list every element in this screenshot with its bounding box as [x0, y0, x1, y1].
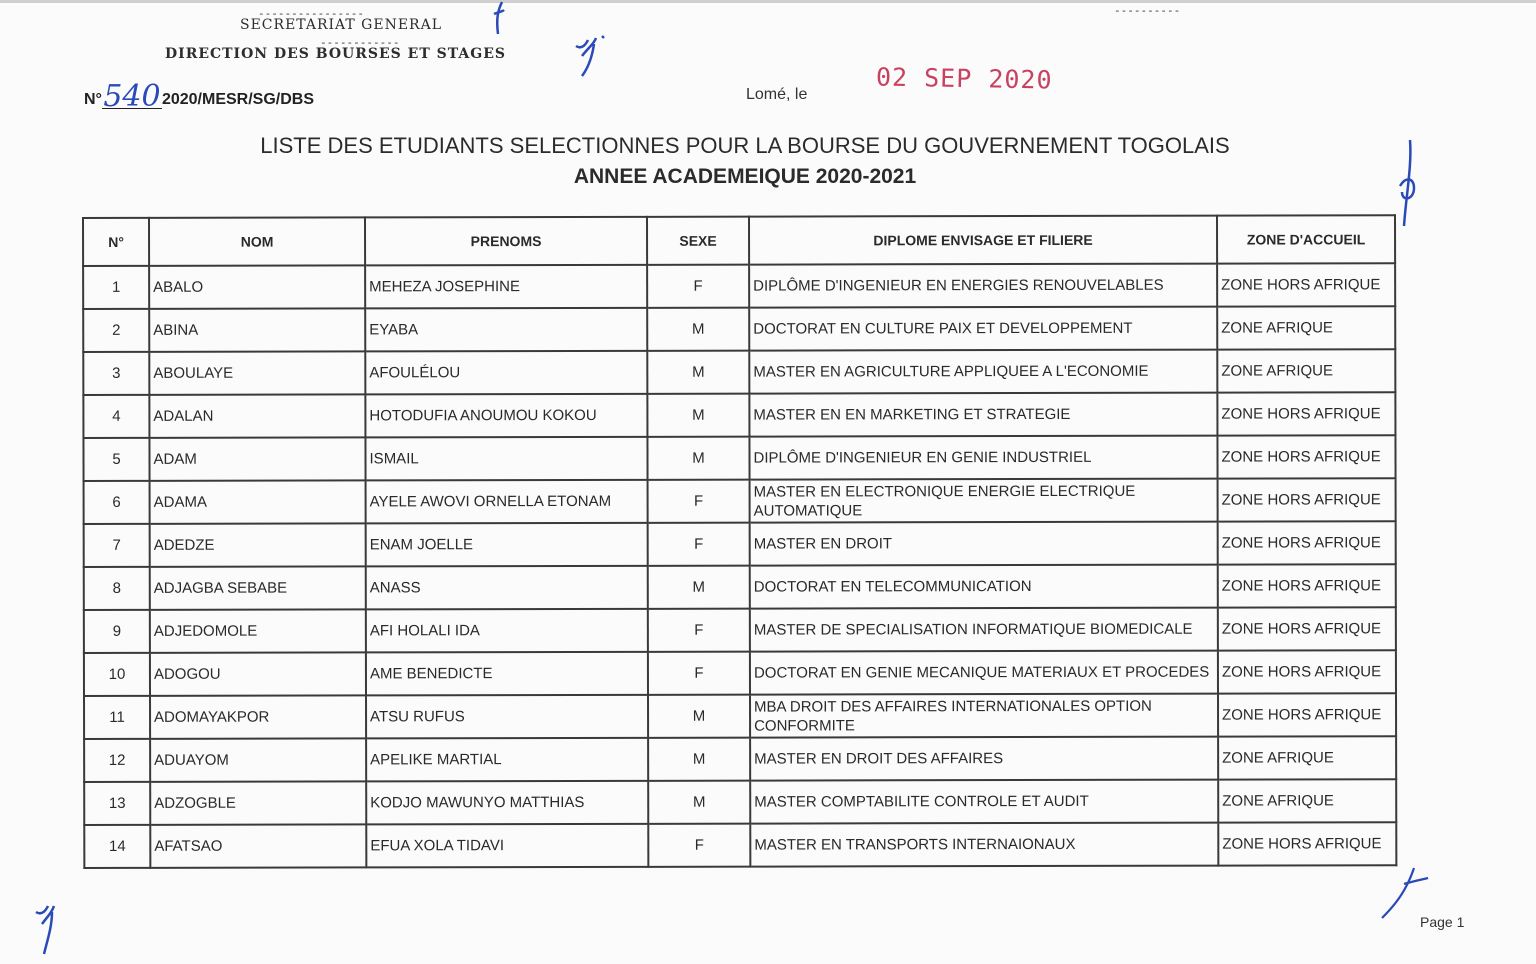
cell-num: 8: [84, 567, 150, 610]
header-nom: NOM: [149, 217, 365, 265]
cell-nom: ADAM: [149, 437, 365, 480]
table-header-row: [83, 215, 1395, 266]
table-row: [83, 435, 1395, 481]
cell-num: 7: [84, 524, 150, 567]
cell-prenoms: AYELE AWOVI ORNELLA ETONAM: [366, 480, 648, 524]
table-row: [84, 650, 1396, 696]
cell-diplome: MASTER EN DROIT: [750, 522, 1218, 566]
cell-sexe: M: [648, 781, 750, 824]
direction-heading: DIRECTION DES BOURSES ET STAGES: [165, 46, 506, 62]
page-number: Page 1: [1420, 914, 1465, 930]
cell-nom: ABINA: [149, 308, 365, 351]
cell-zone: ZONE HORS AFRIQUE: [1218, 607, 1396, 650]
cell-nom: ADAMA: [150, 480, 366, 523]
cell-zone: ZONE AFRIQUE: [1217, 306, 1395, 349]
cell-zone: ZONE HORS AFRIQUE: [1218, 693, 1396, 736]
cell-nom: ADZOGBLE: [150, 781, 366, 824]
header-separator-mid: ------------: [320, 36, 400, 49]
cell-zone: ZONE HORS AFRIQUE: [1218, 650, 1396, 693]
table-row: [84, 822, 1396, 868]
cell-diplome: DOCTORAT EN TELECOMMUNICATION: [750, 565, 1218, 609]
document-title: LISTE DES ETUDIANTS SELECTIONNES POUR LA BOURSE DU GOUVERNEMENT TOGOLAIS: [260, 133, 1230, 158]
cell-num: 4: [83, 395, 149, 438]
cell-diplome: DIPLÔME D'INGENIEUR EN GENIE INDUSTRIEL: [749, 436, 1217, 480]
reference-prefix: N°: [84, 91, 102, 108]
cell-diplome: MASTER EN ELECTRONIQUE ENERGIE ELECTRIQUE AUTOMATIQUE: [750, 479, 1218, 523]
reference-line: [84, 79, 315, 114]
cell-num: 2: [83, 309, 149, 352]
table-row: [84, 779, 1396, 825]
cell-num: 6: [84, 481, 150, 524]
signature-mark-bottom-right: [1380, 862, 1432, 922]
cell-num: 1: [83, 266, 149, 309]
cell-diplome: DOCTORAT EN GENIE MECANIQUE MATERIAUX ET PROCEDES: [750, 651, 1218, 695]
cell-nom: ABOULAYE: [149, 351, 365, 394]
date-stamp: 02 SEP 2020: [875, 62, 1053, 95]
cell-sexe: F: [648, 652, 750, 695]
scan-top-edge: [0, 0, 1536, 3]
table-row: [83, 306, 1395, 352]
cell-zone: ZONE HORS AFRIQUE: [1218, 478, 1396, 521]
cell-nom: ADALAN: [149, 394, 365, 437]
cell-diplome: MASTER EN EN MARKETING ET STRATEGIE: [749, 393, 1217, 437]
cell-sexe: M: [647, 351, 749, 394]
cell-nom: ABALO: [149, 265, 365, 308]
header-separator-top: ----------------: [258, 7, 364, 20]
table-row: [84, 736, 1396, 782]
cell-prenoms: AFOULÉLOU: [365, 351, 647, 395]
cell-prenoms: HOTODUFIA ANOUMOU KOKOU: [365, 394, 647, 438]
cell-zone: ZONE HORS AFRIQUE: [1218, 564, 1396, 607]
table-body: [83, 263, 1396, 868]
cell-diplome: MASTER DE SPECIALISATION INFORMATIQUE BIOMEDICALE: [750, 608, 1218, 652]
cell-prenoms: EYABA: [365, 308, 647, 352]
cell-diplome: MBA DROIT DES AFFAIRES INTERNATIONALES OPTION CONFORMITE: [750, 694, 1218, 738]
header-num: N°: [83, 218, 149, 266]
table-row: [83, 349, 1395, 395]
cell-num: 11: [84, 696, 150, 739]
reference-suffix: 2020/MESR/SG/DBS: [161, 91, 315, 108]
cell-prenoms: AME BENEDICTE: [366, 652, 648, 696]
initial-mark-2: [572, 32, 608, 80]
cell-sexe: M: [648, 566, 750, 609]
initial-mark-1: [488, 0, 508, 38]
table-row: [84, 693, 1396, 739]
cell-nom: ADOGOU: [150, 652, 366, 695]
cell-prenoms: ANASS: [366, 566, 648, 610]
cell-sexe: M: [648, 695, 750, 738]
table-row: [84, 607, 1396, 653]
cell-sexe: F: [648, 824, 750, 867]
table-row: [84, 478, 1396, 524]
cell-diplome: MASTER EN TRANSPORTS INTERNAIONAUX: [750, 823, 1218, 867]
cell-diplome: MASTER EN DROIT DES AFFAIRES: [750, 737, 1218, 781]
cell-sexe: M: [647, 437, 749, 480]
cell-zone: ZONE HORS AFRIQUE: [1217, 263, 1395, 306]
students-table: [82, 214, 1397, 869]
cell-diplome: MASTER EN AGRICULTURE APPLIQUEE A L'ECONOMIE: [749, 350, 1217, 394]
cell-diplome: DOCTORAT EN CULTURE PAIX ET DEVELOPPEMENT: [749, 307, 1217, 351]
cell-sexe: M: [647, 308, 749, 351]
cell-sexe: F: [648, 523, 750, 566]
cell-zone: ZONE HORS AFRIQUE: [1217, 435, 1395, 478]
cell-num: 9: [84, 610, 150, 653]
cell-sexe: F: [648, 480, 750, 523]
header-prenoms: PRENOMS: [365, 217, 647, 266]
place-date-label: Lomé, le: [746, 86, 808, 103]
table-row: [84, 564, 1396, 610]
cell-zone: ZONE HORS AFRIQUE: [1218, 822, 1396, 865]
cell-num: 10: [84, 653, 150, 696]
cell-prenoms: AFI HOLALI IDA: [366, 609, 648, 653]
table-row: [83, 392, 1395, 438]
table-row: [83, 263, 1395, 309]
cell-prenoms: MEHEZA JOSEPHINE: [365, 265, 647, 309]
cell-prenoms: ENAM JOELLE: [366, 523, 648, 567]
cell-nom: AFATSAO: [150, 824, 366, 867]
secretariat-heading: SECRETARIAT GENERAL: [240, 17, 442, 33]
cell-prenoms: ISMAIL: [365, 437, 647, 481]
cell-sexe: M: [647, 394, 749, 437]
cell-nom: ADJEDOMOLE: [150, 609, 366, 652]
reference-number: 540: [103, 79, 161, 114]
header-zone: ZONE D'ACCUEIL: [1217, 215, 1395, 263]
cell-zone: ZONE HORS AFRIQUE: [1218, 521, 1396, 564]
header-diplome: DIPLOME ENVISAGE ET FILIERE: [749, 216, 1217, 265]
cell-prenoms: ATSU RUFUS: [366, 695, 648, 739]
cell-num: 14: [84, 825, 150, 868]
cell-zone: ZONE HORS AFRIQUE: [1217, 392, 1395, 435]
signature-mark-margin: [1392, 136, 1426, 232]
cell-sexe: M: [648, 738, 750, 781]
cell-prenoms: APELIKE MARTIAL: [366, 738, 648, 782]
cell-prenoms: EFUA XOLA TIDAVI: [366, 824, 648, 868]
cell-zone: ZONE AFRIQUE: [1218, 779, 1396, 822]
table-row: [84, 521, 1396, 567]
cell-diplome: DIPLÔME D'INGENIEUR EN ENERGIES RENOUVELABLES: [749, 264, 1217, 308]
cell-num: 13: [84, 782, 150, 825]
cell-nom: ADJAGBA SEBABE: [150, 566, 366, 609]
cell-nom: ADOMAYAKPOR: [150, 695, 366, 738]
cell-num: 5: [83, 438, 149, 481]
cell-sexe: F: [647, 265, 749, 308]
cell-nom: ADEDZE: [150, 523, 366, 566]
cell-num: 3: [83, 352, 149, 395]
initial-mark-bottom-left: [30, 900, 64, 958]
cell-sexe: F: [648, 609, 750, 652]
cell-zone: ZONE AFRIQUE: [1217, 349, 1395, 392]
header-separator-right: ----------: [1114, 4, 1181, 17]
cell-zone: ZONE AFRIQUE: [1218, 736, 1396, 779]
cell-diplome: MASTER COMPTABILITE CONTROLE ET AUDIT: [750, 780, 1218, 824]
cell-prenoms: KODJO MAWUNYO MATTHIAS: [366, 781, 648, 825]
cell-nom: ADUAYOM: [150, 738, 366, 781]
header-sexe: SEXE: [647, 217, 749, 265]
cell-num: 12: [84, 739, 150, 782]
document-subtitle: ANNEE ACADEMEIQUE 2020-2021: [573, 165, 917, 188]
